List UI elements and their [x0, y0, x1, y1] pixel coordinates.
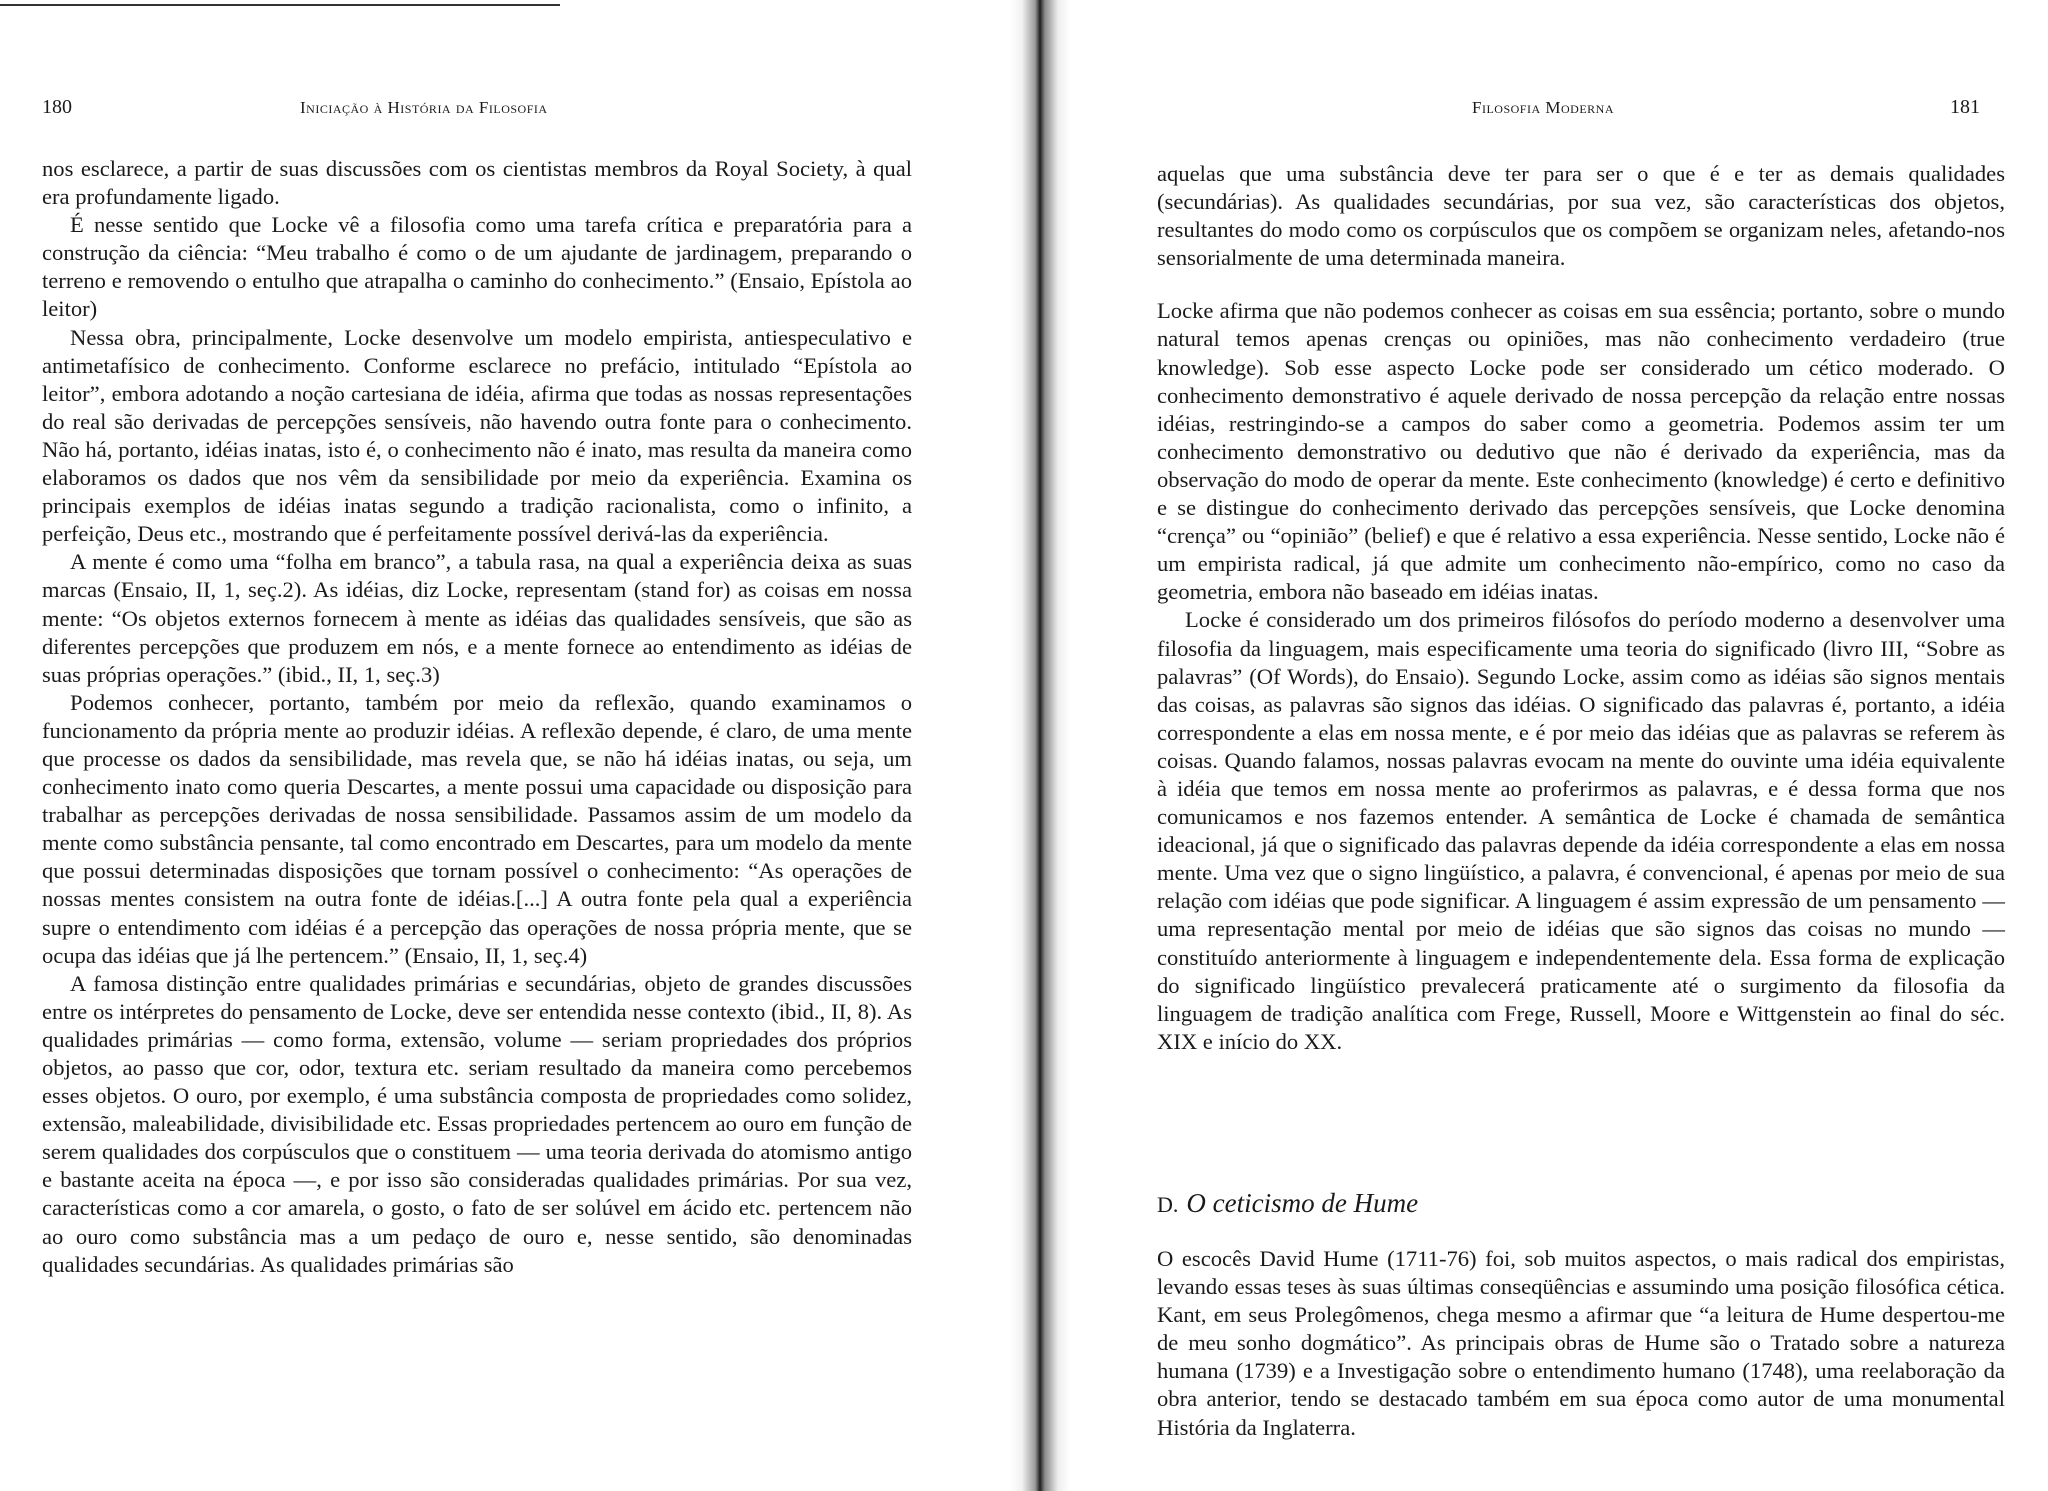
- paragraph: Locke é considerado um dos primeiros filósofos do período moderno a desenvolver uma filosofia da linguagem, mais especificamente uma teoria do significado (livro III, “Sobre as palavras” (Of Words), do Ensaio). Segundo Locke, assim como as idéias são signos mentais das coisas, as palavras são signos das idéias. O significado das palavras é, portanto, a idéia correspondente a elas em nossa mente, e é por meio das idéias que as palavras se referem às coisas. Quando falamos, nossas palavras evocam na mente do ouvinte uma idéia equivalente à idéia que temos em nossa mente ao proferirmos as palavras, e é dessa forma que nos comunicamos e nos fazemos entender. A semântica de Locke é chamada de semântica ideacional, já que o significado das palavras depende da idéia correspondente a elas em nossa mente. Uma vez que o signo lingüístico, a palavra, é convencional, é apenas por meio de sua relação com idéias que pode significar. A linguagem é assim expressão de um pensamento — uma representação mental por meio de idéias que são signos das coisas no mundo — constituído anteriormente à linguagem e independentemente dela. Essa forma de explicação do significado lingüístico prevalecerá praticamente até o surgimento da filosofia da linguagem de tradição analítica com Frege, Russell, Moore e Wittgenstein ao final do séc. XIX e início do XX.: [1157, 607, 2005, 1054]
- page-number: 180: [42, 96, 72, 118]
- paragraph: É nesse sentido que Locke vê a filosofia como uma tarefa crítica e preparatória para a construção da ciência: “Meu trabalho é como o de um ajudante de jardinagem, preparando o terreno e removendo o entulho que atrapalha o caminho do conhecimento.” (Ensaio, Epístola ao leitor): [42, 212, 912, 322]
- paragraph: nos esclarece, a partir de suas discussões com os cientistas membros da Royal Society, à qual era profundamente ligado.: [42, 156, 912, 210]
- left-page: [0, 0, 1020, 1491]
- paragraph: Locke afirma que não podemos conhecer as coisas em sua essência; portanto, sobre o mundo natural temos apenas crenças ou opiniões, mas não conhecimento verdadeiro (true knowledge). Sob esse aspecto Locke pode ser considerado um cético moderado. O conhecimento demonstrativo é aquele derivado de nossa percepção da relação entre nossas idéias, restringindo-se a campos do saber como a geometria. Podemos assim ter um conhecimento demonstrativo ou dedutivo que não é derivado da experiência, mas da observação do modo de operar da mente. Este conhecimento (knowledge) é certo e definitivo e se distingue do conhecimento derivado das percepções sensíveis, que Locke denomina “crença” ou “opinião” (belief) e que é relativo a essa experiência. Nesse sentido, Locke não é um empirista radical, já que admite um conhecimento não-empírico, como no caso da geometria, embora não baseado em idéias inatas.: [1157, 298, 2005, 605]
- section-heading: [1157, 1188, 1418, 1219]
- page-number: 181: [1950, 96, 1980, 118]
- right-page: [1060, 0, 2048, 1491]
- paragraph: O escocês David Hume (1711-76) foi, sob muitos aspectos, o mais radical dos empiristas, levando essas teses às suas últimas conseqüências e assumindo uma posição filosófica cética. Kant, em seus Prolegômenos, chega mesmo a afirmar que “a leitura de Hume despertou-me de meu sonho dogmático”. As principais obras de Hume são o Tratado sobre a natureza humana (1739) e a Investigação sobre o entendimento humano (1748), uma reelaboração da obra anterior, tendo se destacado também em sua época como autor de uma monumental História da Inglaterra.: [1157, 1246, 2005, 1440]
- section-body-text: [1157, 1245, 2005, 1442]
- paragraph: Nessa obra, principalmente, Locke desenvolve um modelo empirista, antiespeculativo e antimetafísico de conhecimento. Conforme esclarece no prefácio, intitulado “Epístola ao leitor”, embora adotando a noção cartesiana de idéia, afirma que todas as nossas representações do real são derivadas de percepções sensíveis, não havendo outra fonte para o conhecimento. Não há, portanto, idéias inatas, isto é, o conhecimento não é inato, mas resulta da maneira como elaboramos os dados que nos vêm da sensibilidade por meio da experiência. Examina os principais exemplos de idéias inatas segundo a tradição racionalista, como o infinito, a perfeição, Deus etc., mostrando que é perfeitamente possível derivá-las da experiência.: [42, 324, 912, 547]
- running-head: Iniciação à História da Filosofia: [300, 98, 548, 117]
- section-title: O ceticismo de Hume: [1186, 1188, 1419, 1218]
- paragraph: A famosa distinção entre qualidades primárias e secundárias, objeto de grandes discussões entre os intérpretes do pensamento de Locke, deve ser entendida nesse contexto (ibid., II, 8). As qualidades primárias — como forma, extensão, volume — seriam propriedades dos próprios objetos, ao passo que cor, odor, textura etc. seriam resultado da maneira como percebemos esses objetos. O ouro, por exemplo, é uma substância composta de propriedades como solidez, extensão, maleabilidade, divisibilidade etc. Essas propriedades pertencem ao ouro em função de serem qualidades dos corpúsculos que o constituem — uma teoria derivada do atomismo antigo e bastante aceita na época —, e por isso são consideradas qualidades primárias. Por sua vez, características como a cor amarela, o gosto, o fato de ser solúvel em ácido etc. pertencem não ao ouro como substância mas a um pedaço de ouro e, nesse sentido, são denominadas qualidades secundárias. As qualidades primárias são: [42, 970, 912, 1277]
- paragraph: A mente é como uma “folha em branco”, a tabula rasa, na qual a experiência deixa as suas marcas (Ensaio, II, 1, seç.2). As idéias, diz Locke, representam (stand for) as coisas em nossa mente: “Os objetos externos fornecem à mente as idéias das qualidades sensíveis, que são as diferentes percepções que produzem em nós, e a mente fornece ao entendimento as idéias de suas próprias operações.” (ibid., II, 1, seç.3): [42, 549, 912, 687]
- body-text: [42, 155, 912, 1279]
- paragraph: aquelas que uma substância deve ter para ser o que é e ter as demais qualidades (secundárias). As qualidades secundárias, por sua vez, são características dos objetos, resultantes do modo como os corpúsculos que os compõem se organizam neles, afetando-nos sensorialmente de uma determinada maneira.: [1157, 161, 2005, 271]
- section-letter: D.: [1157, 1192, 1179, 1217]
- body-text: [1157, 160, 2005, 1056]
- paragraph: Podemos conhecer, portanto, também por meio da reflexão, quando examinamos o funcionamento da própria mente ao produzir idéias. A reflexão depende, é claro, de uma mente que processe os dados da sensibilidade, mas revela que, se não há idéias inatas, ou seja, um conhecimento inato como queria Descartes, a mente possui uma capacidade ou disposição para trabalhar as percepções derivadas de nossa sensibilidade. Passamos assim de um modelo da mente como substância pensante, tal como encontrado em Descartes, para um modelo da mente que possui determinadas disposições que tornam possível o conhecimento: “As operações de nossas mentes consistem na outra fonte de idéias.[...] A outra fonte pela qual a experiência supre o entendimento com idéias é a percepção das operações de nossa própria mente, que se ocupa das idéias que já lhe pertencem.” (Ensaio, II, 1, seç.4): [42, 689, 912, 968]
- running-head: Filosofia Moderna: [1472, 98, 1614, 117]
